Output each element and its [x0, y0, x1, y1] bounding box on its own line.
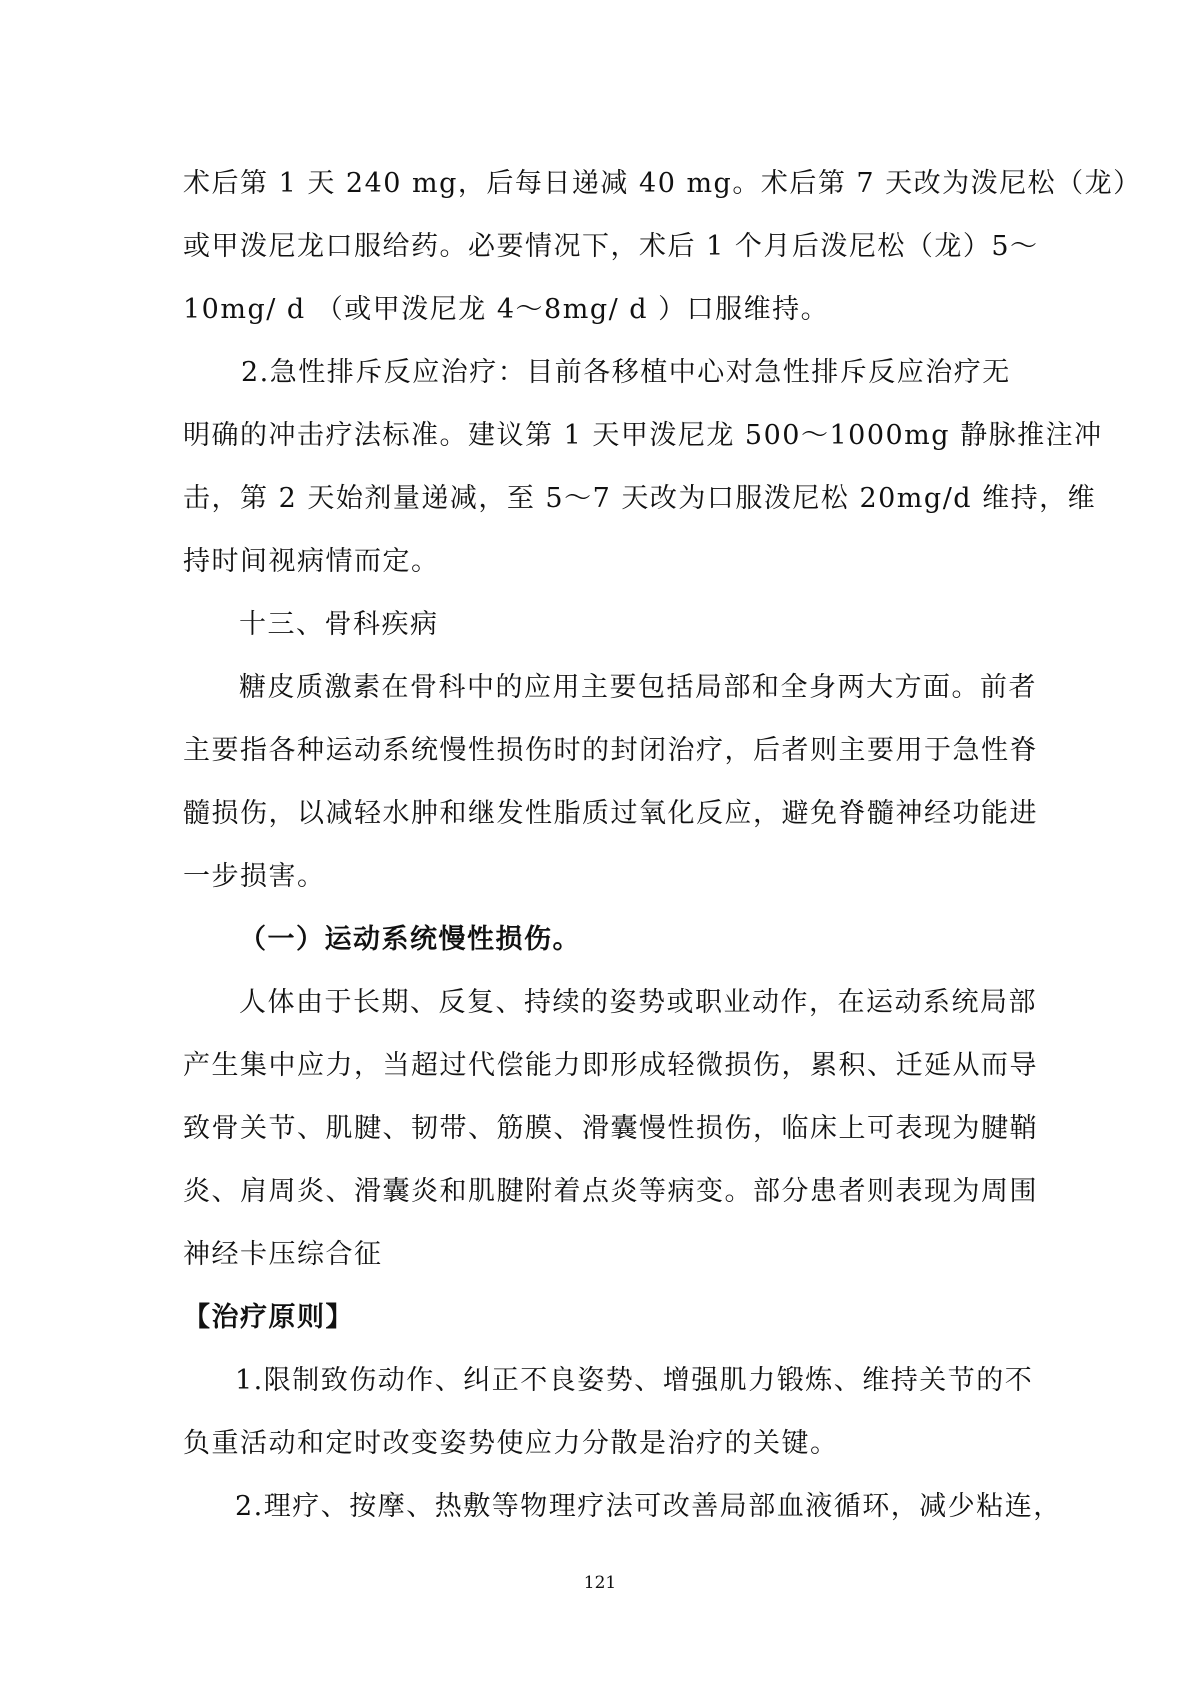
- paragraph-acute-rejection: [183, 341, 1103, 593]
- page-content: [183, 152, 1142, 1538]
- text-line: 糖皮质激素在骨科中的应用主要包括局部和全身两大方面。前者: [239, 672, 1037, 703]
- text-line: 炎、肩周炎、滑囊炎和肌腱附着点炎等病变。部分患者则表现为周围: [183, 1176, 1038, 1207]
- text-line: 击，第 2 天始剂量递减，至 5～7 天改为口服泼尼松 20mg/d 维持，维: [183, 483, 1097, 514]
- text-line: 致骨关节、肌腱、韧带、筋膜、滑囊慢性损伤，临床上可表现为腱鞘: [183, 1113, 1038, 1144]
- paragraph-corticosteroid-dosing: [183, 152, 1142, 341]
- page-number: 121: [583, 1573, 617, 1593]
- text-line: 1.限制致伤动作、纠正不良姿势、增强肌力锻炼、维持关节的不: [235, 1365, 1034, 1396]
- text-line: 明确的冲击疗法标准。建议第 1 天甲泼尼龙 500～1000mg 静脉推注冲: [183, 420, 1103, 451]
- paragraph-chronic-injury: [183, 971, 1038, 1286]
- text-line: 2.理疗、按摩、热敷等物理疗法可改善局部血液循环，减少粘连，: [235, 1491, 1062, 1522]
- paragraph-orthopedic-intro: [183, 656, 1038, 908]
- text-line: 人体由于长期、反复、持续的姿势或职业动作，在运动系统局部: [239, 987, 1037, 1018]
- text-line: 术后第 1 天 240 mg，后每日递减 40 mg。术后第 7 天改为泼尼松（龙）: [183, 168, 1142, 199]
- paragraph-principle-2: [183, 1475, 1062, 1538]
- text-line: 神经卡压综合征: [183, 1239, 383, 1270]
- text-line: 产生集中应力，当超过代偿能力即形成轻微损伤，累积、迁延从而导: [183, 1050, 1038, 1081]
- text-line: 2.急性排斥反应治疗：目前各移植中心对急性排斥反应治疗无: [241, 357, 1011, 388]
- text-line: 持时间视病情而定。: [183, 546, 440, 577]
- text-line: 髓损伤，以减轻水肿和继发性脂质过氧化反应，避免脊髓神经功能进: [183, 798, 1038, 829]
- text-line: 负重活动和定时改变姿势使应力分散是治疗的关键。: [183, 1428, 839, 1459]
- text-line: 主要指各种运动系统慢性损伤时的封闭治疗，后者则主要用于急性脊: [183, 735, 1038, 766]
- treatment-principle-heading: 【治疗原则】: [183, 1302, 354, 1333]
- text-line: 一步损害。: [183, 861, 326, 892]
- text-line: 或甲泼尼龙口服给药。必要情况下，术后 1 个月后泼尼松（龙）5～: [183, 231, 1039, 262]
- subsection-heading: （一）运动系统慢性损伤。: [239, 924, 581, 955]
- text-line: 10mg/ d （或甲泼尼龙 4～8mg/ d ）口服维持。: [183, 294, 830, 325]
- paragraph-principle-1: [183, 1349, 1034, 1475]
- section-heading: 十三、骨科疾病: [239, 609, 439, 640]
